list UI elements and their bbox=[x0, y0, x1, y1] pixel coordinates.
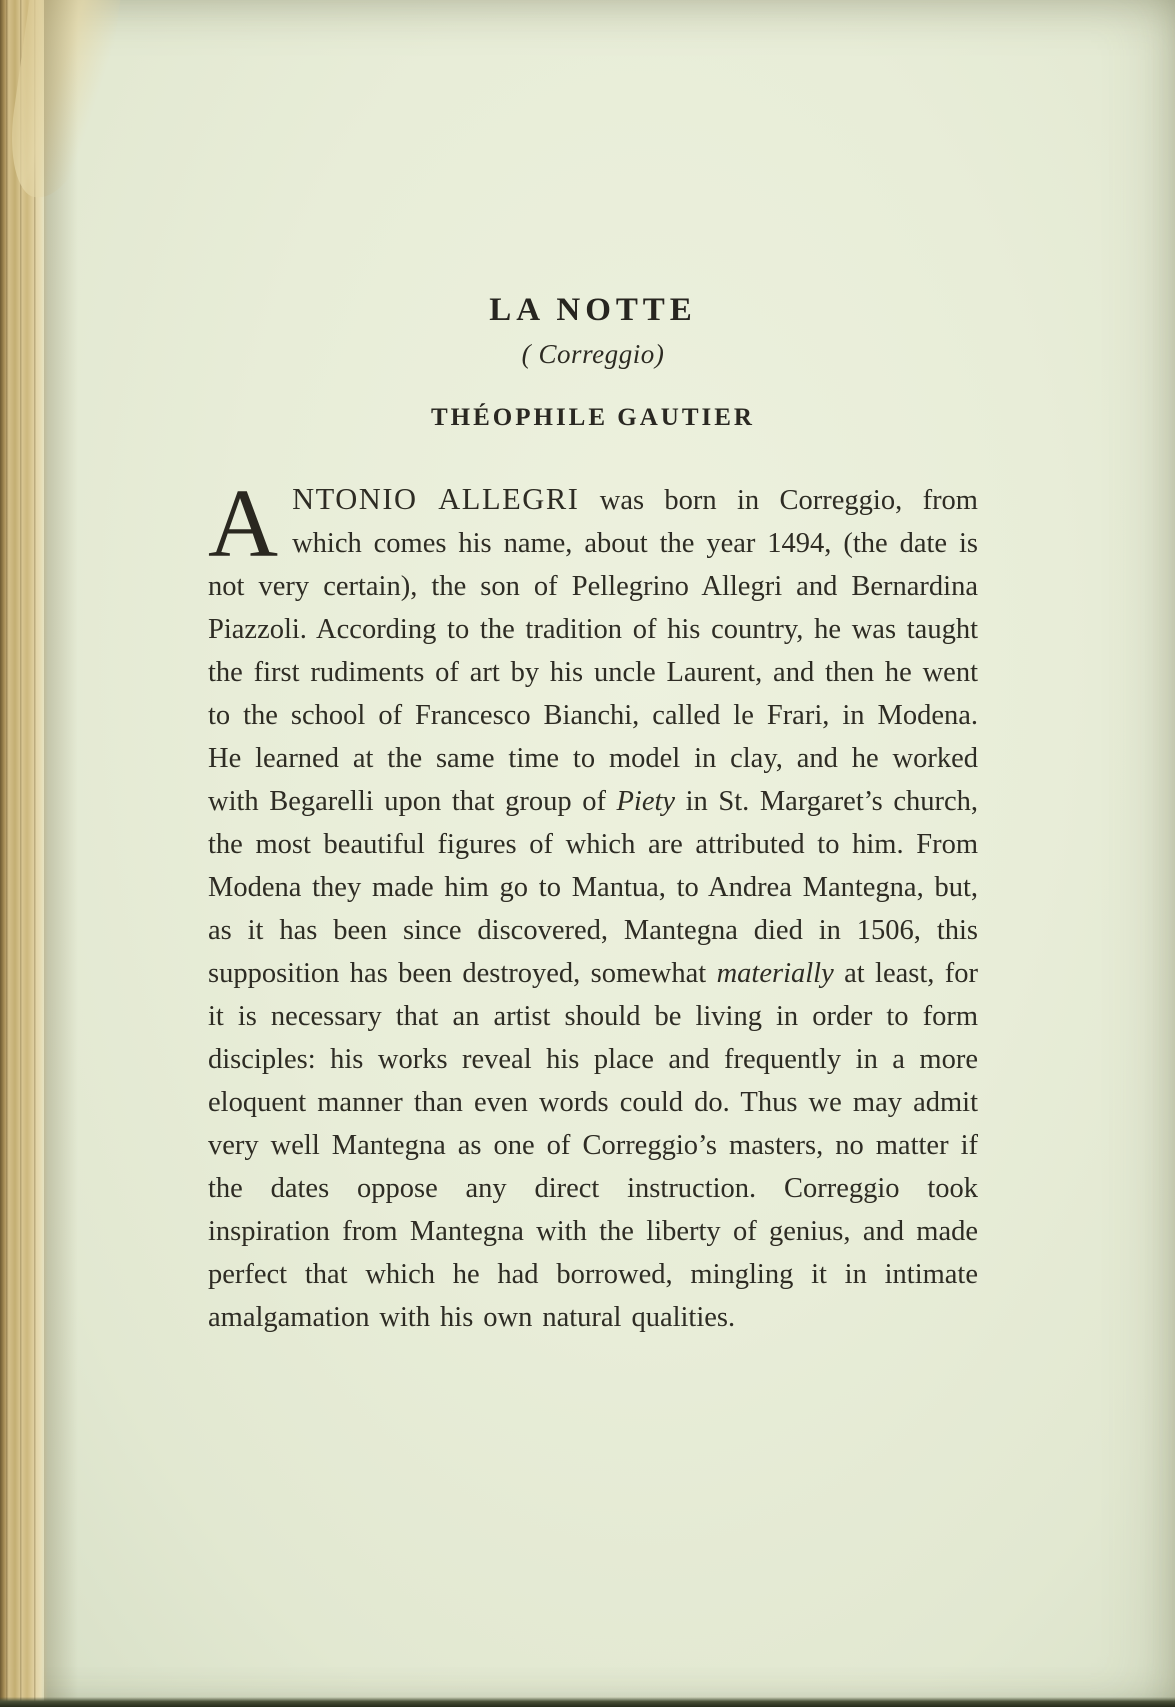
scan-bottom-edge bbox=[0, 1697, 1175, 1707]
paragraph-segment: at least, for it is necessary that an artist should be living in order to form disciples: his works reveal his place and frequently in a more eloquent manner than even words could do. Thus we may admit very well Mantegna as one of Correggio’s masters, no matter if the dates oppose any direct instruction. Correggio took inspiration from Mantegna with the liberty of genius, and made perfect that which he had borrowed, mingling it in intimate amalgamation with his own natural qualities. bbox=[208, 958, 978, 1333]
dropcap-letter: A bbox=[208, 470, 279, 577]
paragraph-segment: materially bbox=[716, 958, 834, 989]
body-paragraph bbox=[208, 470, 978, 1339]
artist-subtitle: ( Correggio) bbox=[521, 339, 665, 369]
book-binding-edge bbox=[0, 0, 48, 1707]
paragraph-segment: was born in Correggio, from which comes his name, about the year 1494, (the date is not very certain), the son of Pellegrino Allegri and Bernardina Piazzoli. According to the tradition of his country, he was taught the first rudiments of art by his uncle Laurent, and then he went to the school of Francesco Bianchi, called le Frari, in Modena. He learned at the same time to model in clay, and he worked with Begarelli upon that group of bbox=[208, 485, 978, 817]
paragraph-segment: NTONIO ALLEGRI bbox=[292, 482, 580, 516]
page-title: LA NOTTE bbox=[489, 292, 697, 328]
page-edge-shadow bbox=[44, 0, 78, 1707]
printed-page-content bbox=[208, 292, 978, 1339]
paragraph-segment: Piety bbox=[616, 786, 676, 817]
author-name: THÉOPHILE GAUTIER bbox=[431, 404, 755, 431]
paragraph-segment: in St. Margaret’s church, the most beautiful figures of which are attributed to him. From Modena they made him go to Mantua, to Andrea Mantegna, but, as it has been since discovered, Mantegna died in 1506, this supposition has been destroyed, somewhat bbox=[208, 786, 978, 989]
paragraph-text bbox=[208, 470, 978, 1333]
